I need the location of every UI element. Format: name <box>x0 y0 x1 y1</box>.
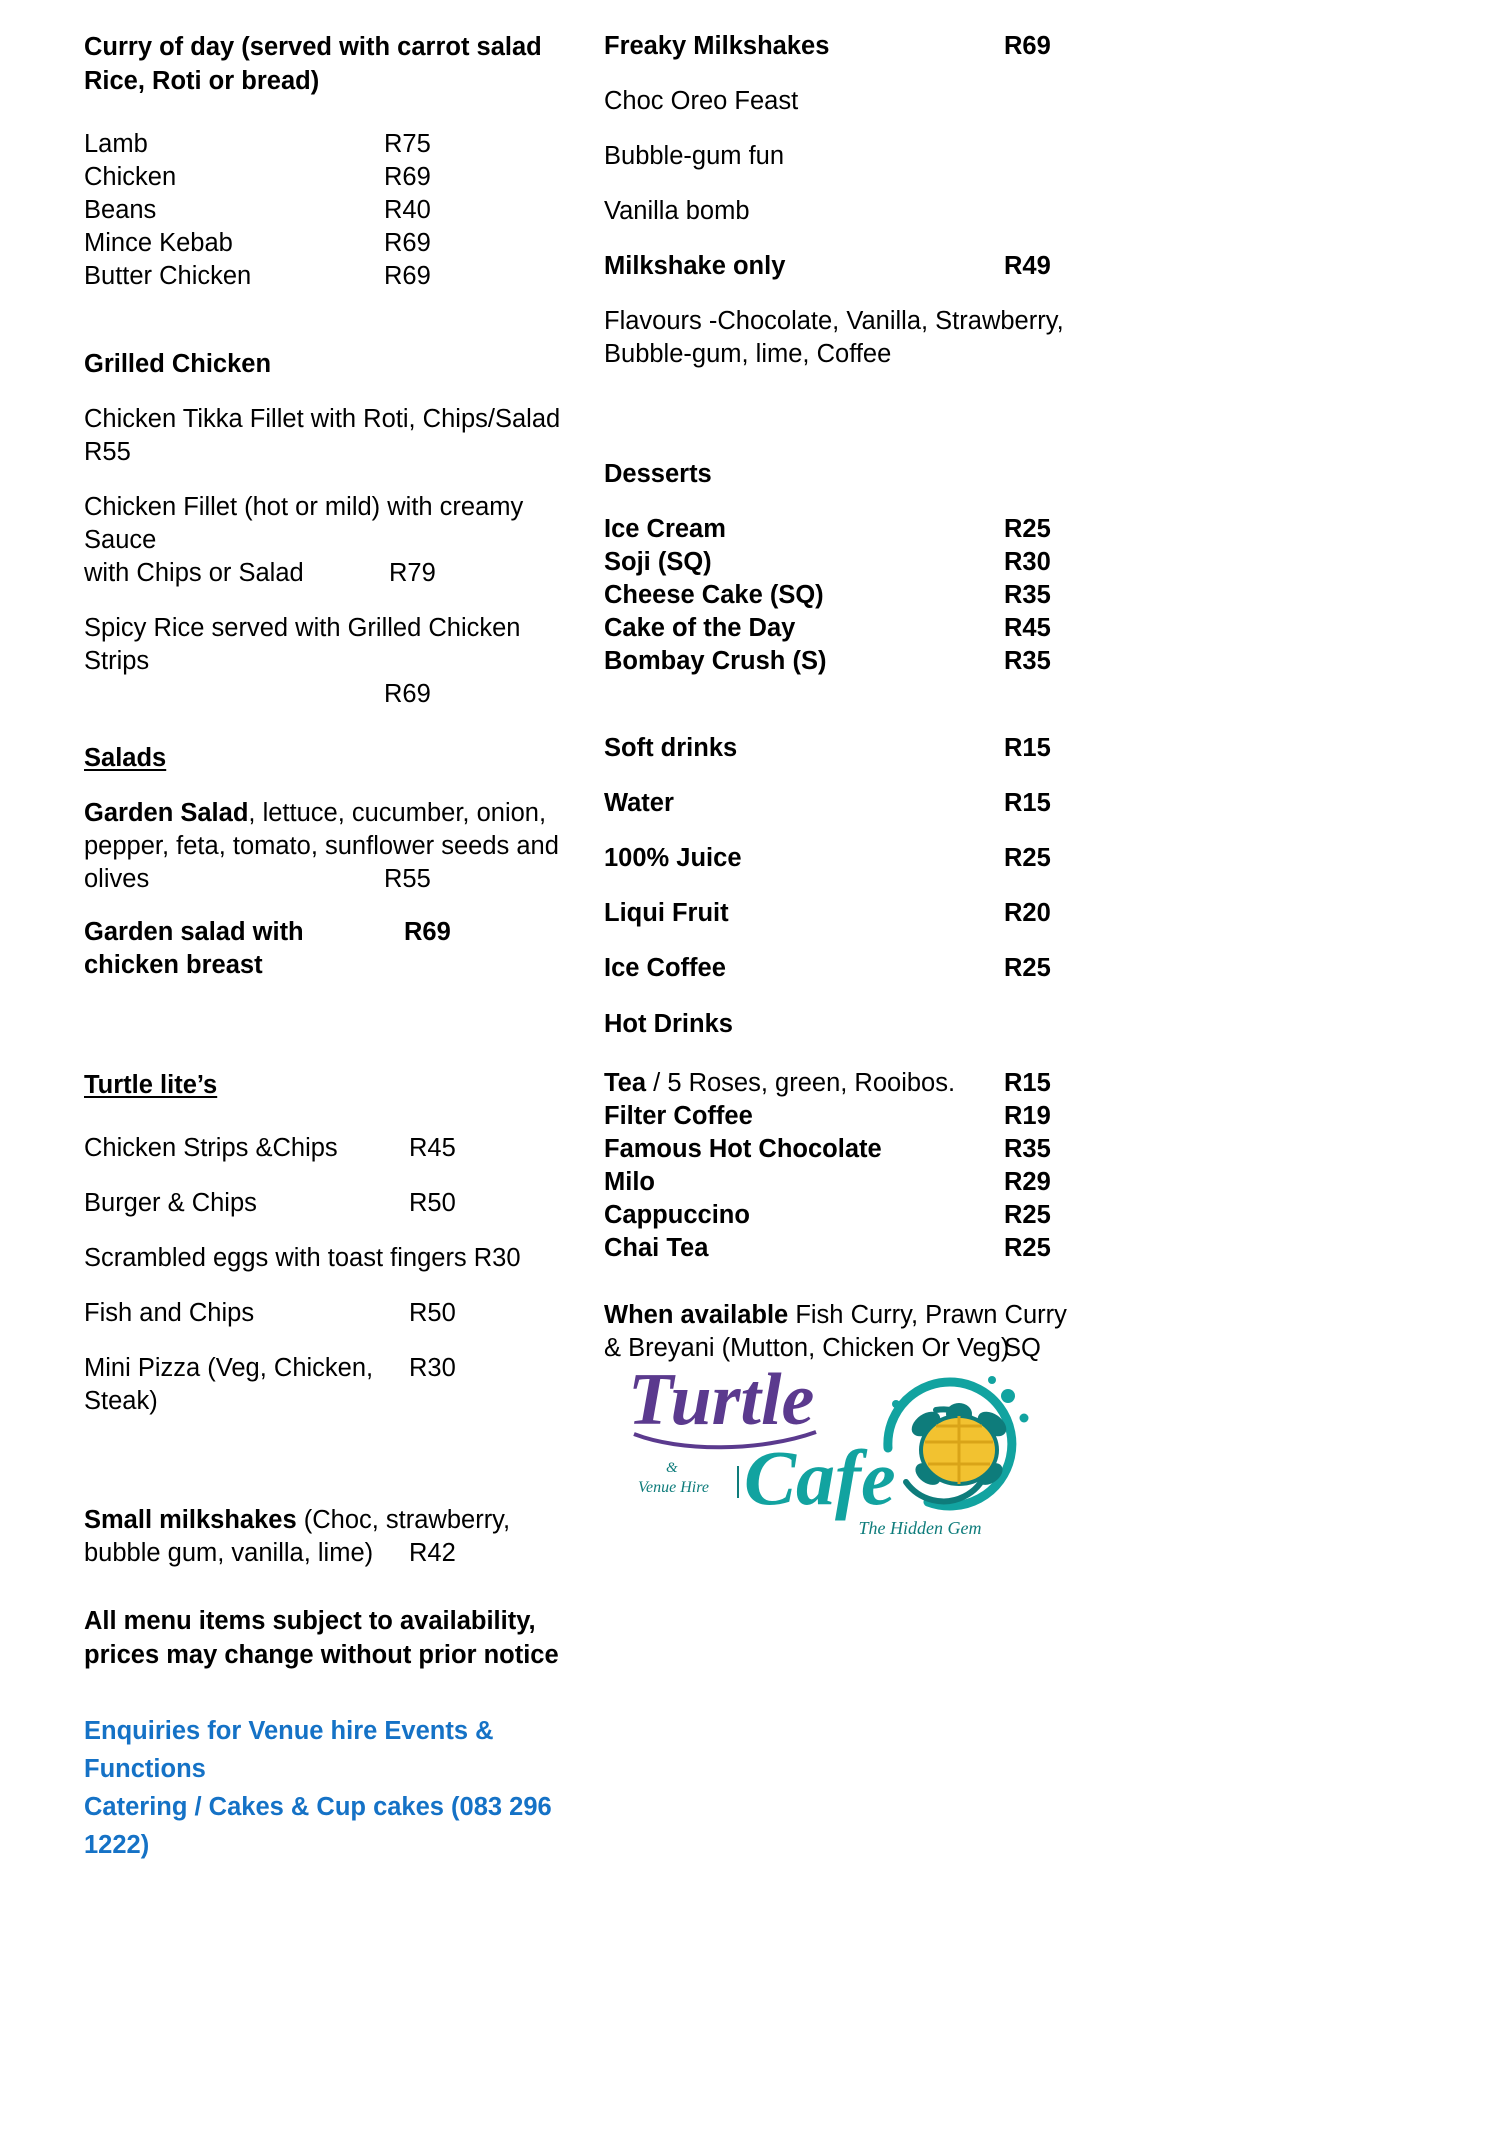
left-column <box>84 0 574 1864</box>
turtle-lite-row-burger <box>84 1187 574 1220</box>
hot-drink-name: Filter Coffee <box>604 1102 753 1130</box>
bubble-icon <box>892 1400 900 1408</box>
curry-row-mince-kebab <box>84 227 574 260</box>
grilled-chicken-fillet-line-2 <box>84 557 574 590</box>
hot-drink-tea-varieties: / 5 Roses, green, Rooibos. <box>646 1069 956 1097</box>
grilled-chicken-tikka-line: Chicken Tikka Fillet with Roti, Chips/Salad R55 <box>84 405 561 466</box>
salads-heading: Salads <box>84 744 167 772</box>
turtle-lite-name: Scrambled eggs with toast fingers R30 <box>84 1244 521 1272</box>
curry-row-beans <box>84 194 574 227</box>
drink-price: R15 <box>1004 734 1051 762</box>
grilled-chicken-fillet-sub: with Chips or Salad <box>84 559 304 587</box>
curry-item-name: Mince Kebab <box>84 229 233 257</box>
hot-drink-row-tea <box>604 1067 1074 1100</box>
hot-drink-price: R25 <box>1004 1234 1051 1262</box>
right-column <box>604 0 1074 1365</box>
turtle-lite-name: Burger & Chips <box>84 1189 257 1217</box>
hot-drink-row-hot-chocolate <box>604 1133 1074 1166</box>
turtle-lite-row-mini-pizza <box>84 1352 574 1418</box>
logo-turtle-word: Turtle <box>628 1359 815 1441</box>
turtle-lite-price: R50 <box>409 1189 456 1217</box>
garden-salad-chicken-name: Garden salad with chicken breast <box>84 918 304 979</box>
turtle-lite-price: R30 <box>409 1354 456 1382</box>
bubble-icon <box>1020 1414 1029 1423</box>
dessert-name: Bombay Crush (S) <box>604 647 827 675</box>
milkshake-only-price: R49 <box>1004 252 1051 280</box>
hot-drink-row-chai-tea <box>604 1232 1074 1265</box>
dessert-price: R30 <box>1004 548 1051 576</box>
curry-item-price: R69 <box>384 163 431 191</box>
small-milkshakes-price: R42 <box>409 1539 456 1567</box>
hot-drink-price: R15 <box>1004 1069 1051 1097</box>
dessert-price: R45 <box>1004 614 1051 642</box>
dessert-price: R25 <box>1004 515 1051 543</box>
dessert-row-cheese-cake <box>604 579 1074 612</box>
drink-name: Liqui Fruit <box>604 899 729 927</box>
spicy-rice-line: Spicy Rice served with Grilled Chicken Strips <box>84 614 521 675</box>
drink-row-ice-coffee <box>604 952 1074 985</box>
drink-row-juice <box>604 842 1074 875</box>
hot-drink-price: R19 <box>1004 1102 1051 1130</box>
hot-drink-row-cappuccino <box>604 1199 1074 1232</box>
when-available-label: When available <box>604 1301 789 1329</box>
freaky-option-choc-oreo: Choc Oreo Feast <box>604 87 799 115</box>
turtle-lite-row-fish-chips <box>84 1297 574 1330</box>
milkshake-only-heading: Milkshake only <box>604 252 786 280</box>
when-available-price: SQ <box>1004 1334 1041 1362</box>
dessert-row-ice-cream <box>604 513 1074 546</box>
disclaimer-text: All menu items subject to availability, prices may change without prior notice <box>84 1607 559 1669</box>
curry-item-name: Lamb <box>84 130 148 158</box>
hot-drink-tea-label: Tea <box>604 1069 647 1097</box>
hot-drink-name: Milo <box>604 1168 655 1196</box>
freaky-milkshakes-heading: Freaky Milkshakes <box>604 32 830 60</box>
turtle-lites-heading: Turtle lite’s <box>84 1071 218 1099</box>
freaky-option-bubble-gum: Bubble-gum fun <box>604 142 785 170</box>
small-milkshakes-name: Small milkshakes <box>84 1506 297 1534</box>
drink-row-liqui-fruit <box>604 897 1074 930</box>
hot-drink-name: Chai Tea <box>604 1234 709 1262</box>
drink-price: R25 <box>1004 844 1051 872</box>
dessert-price: R35 <box>1004 581 1051 609</box>
drink-price: R25 <box>1004 954 1051 982</box>
curry-item-price: R69 <box>384 229 431 257</box>
spicy-rice-price: R69 <box>384 680 431 708</box>
curry-row-butter-chicken <box>84 260 574 293</box>
curry-row-chicken <box>84 161 574 194</box>
drink-row-water <box>604 787 1074 820</box>
turtle-lite-name: Fish and Chips <box>84 1299 255 1327</box>
turtle-lite-row-chicken-strips <box>84 1132 574 1165</box>
garden-salad-chicken-row <box>84 916 574 982</box>
drink-name: Ice Coffee <box>604 954 726 982</box>
hot-drink-name: Cappuccino <box>604 1201 750 1229</box>
small-milkshakes-flavours: (Choc, strawberry, bubble gum, vanilla, lime) <box>84 1506 511 1567</box>
bubble-icon <box>1001 1389 1015 1403</box>
grilled-chicken-fillet-line-1: Chicken Fillet (hot or mild) with creamy Sauce <box>84 493 524 554</box>
drink-name: 100% Juice <box>604 844 742 872</box>
milkshake-only-heading-row <box>604 250 1074 283</box>
bubble-icon <box>988 1376 996 1384</box>
curry-row-lamb <box>84 128 574 161</box>
drink-name: Water <box>604 789 674 817</box>
curry-heading: Curry of day (served with carrot salad Rice, Roti or bread) <box>84 33 542 95</box>
turtle-lite-row-scrambled-eggs <box>84 1242 574 1275</box>
enquiries-line-2[interactable]: Catering / Cakes & Cup cakes (083 296 1222) <box>84 1793 552 1859</box>
garden-salad-price: R55 <box>384 865 431 893</box>
garden-salad-chicken-price: R69 <box>404 918 451 946</box>
dessert-price: R35 <box>1004 647 1051 675</box>
hot-drink-name: Famous Hot Chocolate <box>604 1135 882 1163</box>
hot-drink-row-milo <box>604 1166 1074 1199</box>
curry-item-name: Beans <box>84 196 157 224</box>
dessert-name: Soji (SQ) <box>604 548 712 576</box>
when-available-items: Fish Curry, Prawn Curry & Breyani (Mutton, Chicken Or Veg) <box>604 1301 1067 1362</box>
turtle-cafe-logo <box>620 1352 1040 1548</box>
logo-venue-hire: Venue Hire <box>638 1479 709 1496</box>
turtle-icon <box>907 1403 1011 1489</box>
curry-item-name: Chicken <box>84 163 177 191</box>
logo-cafe-word: Cafe <box>744 1434 896 1521</box>
turtle-lite-name: Chicken Strips &Chips <box>84 1134 338 1162</box>
grilled-chicken-fillet-price: R79 <box>389 559 436 587</box>
turtle-lite-price: R50 <box>409 1299 456 1327</box>
curry-item-price: R69 <box>384 262 431 290</box>
garden-salad-ingredients: , lettuce, cucumber, onion, pepper, feta, tomato, sunflower seeds and olives <box>84 799 559 893</box>
garden-salad-name: Garden Salad <box>84 799 249 827</box>
logo-svg <box>620 1352 1040 1548</box>
dessert-name: Cheese Cake (SQ) <box>604 581 824 609</box>
curry-item-name: Butter Chicken <box>84 262 252 290</box>
logo-tagline: The Hidden Gem <box>858 1518 982 1538</box>
dessert-row-bombay-crush <box>604 645 1074 678</box>
enquiries-line-1[interactable]: Enquiries for Venue hire Events & Functions <box>84 1717 494 1783</box>
hot-drink-price: R25 <box>1004 1201 1051 1229</box>
garden-salad-price-row <box>84 863 574 896</box>
grilled-chicken-heading: Grilled Chicken <box>84 350 272 378</box>
drink-price: R15 <box>1004 789 1051 817</box>
hot-drink-price: R29 <box>1004 1168 1051 1196</box>
desserts-heading: Desserts <box>604 460 712 488</box>
hot-drink-row-filter-coffee <box>604 1100 1074 1133</box>
turtle-lite-name: Mini Pizza (Veg, Chicken, Steak) <box>84 1354 374 1415</box>
freaky-option-vanilla-bomb: Vanilla bomb <box>604 197 750 225</box>
turtle-emblem <box>888 1376 1029 1506</box>
drink-price: R20 <box>1004 899 1051 927</box>
dessert-name: Ice Cream <box>604 515 726 543</box>
freaky-milkshakes-heading-row <box>604 30 1074 63</box>
dessert-row-soji <box>604 546 1074 579</box>
curry-item-price: R40 <box>384 196 431 224</box>
logo-ampersand: & <box>666 1460 678 1476</box>
drink-row-soft-drinks <box>604 732 1074 765</box>
freaky-milkshakes-price: R69 <box>1004 32 1051 60</box>
hot-drinks-heading: Hot Drinks <box>604 1010 733 1038</box>
turtle-lite-price: R45 <box>409 1134 456 1162</box>
curry-item-price: R75 <box>384 130 431 158</box>
dessert-name: Cake of the Day <box>604 614 796 642</box>
dessert-row-cake-of-the-day <box>604 612 1074 645</box>
milkshake-flavours-text: Flavours -Chocolate, Vanilla, Strawberry, Bubble-gum, lime, Coffee <box>604 307 1064 368</box>
drink-name: Soft drinks <box>604 734 738 762</box>
hot-drink-price: R35 <box>1004 1135 1051 1163</box>
